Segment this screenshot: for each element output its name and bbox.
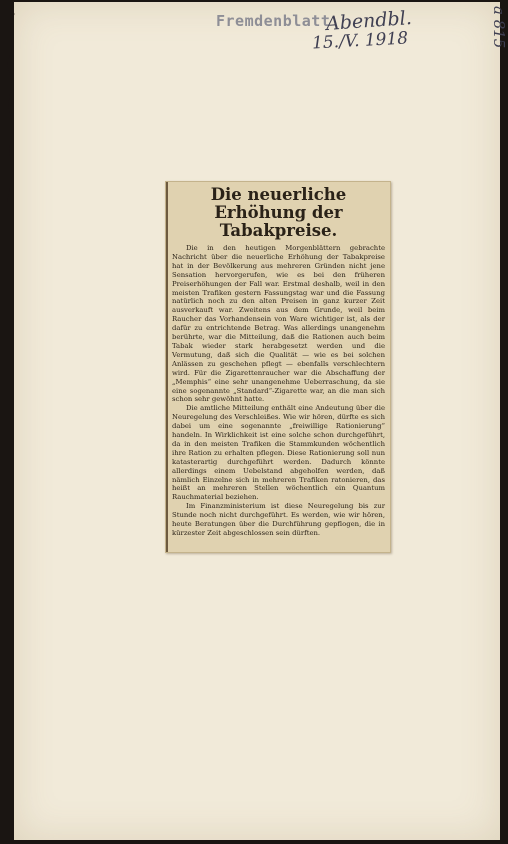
article-paragraph: Die in den heutigen Morgenblättern gebrachte Nachricht über die neuerliche Erhöhung der Tabakpreise hat in der Bevölkerung aus mehreren Gründen nicht jene Sensation hervorgerufen, wie es bei den früheren Preiserhöhungen der Fall war. Erstmal deshalb, weil in den meisten Trafiken gestern Fassungstag war und die Fassung natürlich noch zu den alten Preisen in ganz kurzer Zeit ausverkauft war. Zweitens aus dem Grunde, weil beim Raucher das Vorhandensein von Ware wichtiger ist, als der dafür zu entrichtende Betrag. Was allerdings unangenehm berührte, war die Mitteilung, daß die Rationen auch beim Tabak wieder stark herabgesetzt werden und die Vermutung, daß sich die Qualität — wie es bei solchen Anlässen zu geschehen pflegt — ebenfalls verschlechtern wird. Für die Zigarettenraucher war die Abschaffung der „Memphis“ eine sehr unangenehme Ueberraschung, da sie eine sogenannte „Standard“-Zigarette war, an die man sich schon sehr gewöhnt hatte.	[172, 244, 385, 404]
handwritten-date: 15./V. 1918	[311, 28, 409, 54]
handwritten-reference: a 815	[490, 6, 508, 49]
newspaper-clipping	[165, 181, 391, 553]
handwritten-edition: Abendbl.	[325, 7, 413, 35]
newspaper-stamp: Fremdenblatt	[216, 12, 331, 30]
article-headline: Die neuerliche Erhöhung der Tabakpreise.	[210, 185, 347, 240]
article-paragraph: Die amtliche Mitteilung enthält eine Andeutung über die Neuregelung des Verschleißes. Wie wir hören, dürfte es sich dabei um eine sogenannte „freiwillige Rationierung“ handeln. In Wirklichkeit ist eine solche schon durchgeführt, da in den meisten Trafiken die Stammkunden wöchentlich ihre Ration zu erhalten pflegen. Diese Rationierung soll nun katasterartig durchgeführt werden. Dadurch könnte allerdings einem Uebelstand abgeholfen werden, daß nämlich Einzelne sich in mehreren Trafiken ratonieren, das heißt an mehreren Stellen wöchentlich ein Quantum Rauchmaterial beziehen.	[172, 404, 385, 502]
archive-sheet	[14, 2, 508, 840]
article-paragraph: Im Finanzministerium ist diese Neuregelung bis zur Stunde noch nicht durchgeführt. Es werden, wie wir hören, heute Beratungen über die Durchführung gepflogen, die in kürzester Zeit abgeschlossen sein dürften.	[172, 502, 385, 537]
